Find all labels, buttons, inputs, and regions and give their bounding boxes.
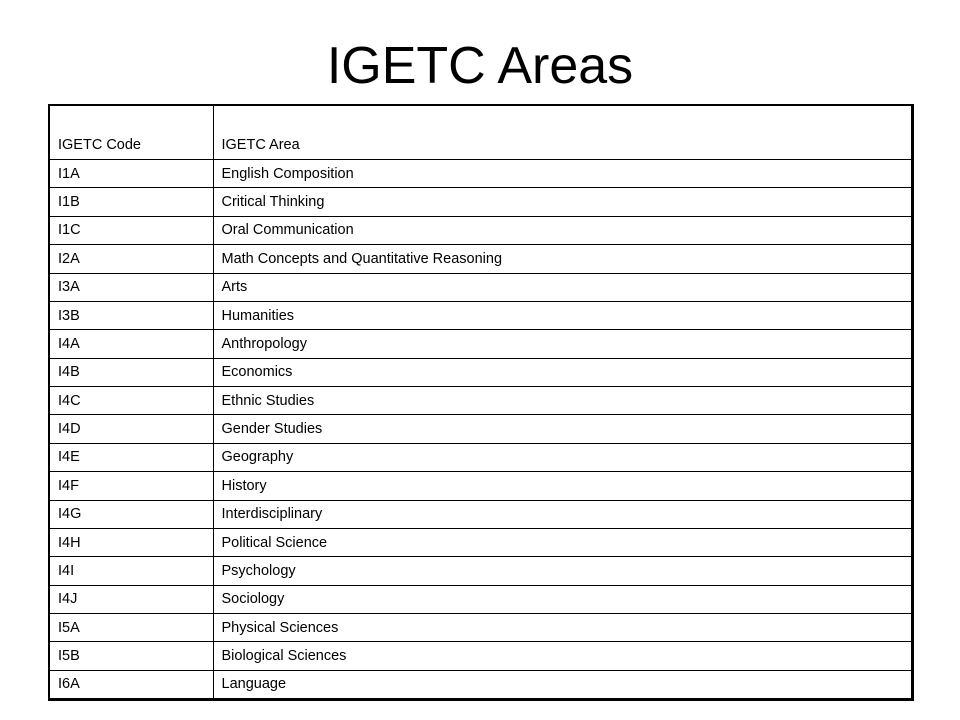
igetc-code-cell: I3A [50, 273, 213, 301]
table-row [50, 614, 911, 642]
table-row [50, 330, 911, 358]
igetc-area-cell: Geography [213, 443, 911, 471]
table-row [50, 500, 911, 528]
igetc-area-cell: History [213, 472, 911, 500]
table-row [50, 358, 911, 386]
igetc-area-cell: Oral Communication [213, 216, 911, 244]
igetc-areas-table-frame [48, 104, 914, 701]
igetc-code-cell: I4D [50, 415, 213, 443]
table-row [50, 301, 911, 329]
igetc-area-cell: Interdisciplinary [213, 500, 911, 528]
table-body [50, 106, 911, 698]
table-row [50, 216, 911, 244]
igetc-code-cell: I1A [50, 160, 213, 188]
igetc-code-cell: I6A [50, 670, 213, 698]
table-row [50, 415, 911, 443]
igetc-area-cell: Math Concepts and Quantitative Reasoning [213, 245, 911, 273]
table-row [50, 557, 911, 585]
table-row [50, 642, 911, 670]
igetc-code-cell: I4J [50, 585, 213, 613]
igetc-area-cell: Critical Thinking [213, 188, 911, 216]
igetc-code-cell: I1C [50, 216, 213, 244]
table-header-row [50, 106, 911, 160]
igetc-area-cell: Anthropology [213, 330, 911, 358]
table-row [50, 443, 911, 471]
igetc-code-cell: I4E [50, 443, 213, 471]
igetc-code-cell: I4I [50, 557, 213, 585]
igetc-code-cell: I4C [50, 387, 213, 415]
igetc-area-cell: Economics [213, 358, 911, 386]
igetc-code-cell: I5A [50, 614, 213, 642]
igetc-code-cell: I3B [50, 301, 213, 329]
igetc-code-cell: I1B [50, 188, 213, 216]
igetc-area-cell: Sociology [213, 585, 911, 613]
igetc-area-cell: English Composition [213, 160, 911, 188]
table-row [50, 585, 911, 613]
table-row [50, 472, 911, 500]
igetc-code-cell: I4G [50, 500, 213, 528]
igetc-code-cell: I4H [50, 528, 213, 556]
igetc-code-cell: I5B [50, 642, 213, 670]
igetc-area-cell: Arts [213, 273, 911, 301]
igetc-code-cell: I4A [50, 330, 213, 358]
igetc-area-cell: Political Science [213, 528, 911, 556]
igetc-area-cell: Gender Studies [213, 415, 911, 443]
igetc-code-cell: I4B [50, 358, 213, 386]
igetc-area-cell: Biological Sciences [213, 642, 911, 670]
igetc-area-cell: Psychology [213, 557, 911, 585]
igetc-code-cell: I2A [50, 245, 213, 273]
table-row [50, 273, 911, 301]
page-title: IGETC Areas [326, 37, 634, 95]
column-header-area: IGETC Area [213, 106, 911, 160]
table-row [50, 670, 911, 698]
column-header-code: IGETC Code [50, 106, 213, 160]
igetc-code-cell: I4F [50, 472, 213, 500]
igetc-area-cell: Physical Sciences [213, 614, 911, 642]
igetc-areas-table [50, 106, 911, 698]
table-row [50, 245, 911, 273]
igetc-area-cell: Humanities [213, 301, 911, 329]
table-row [50, 160, 911, 188]
table-row [50, 528, 911, 556]
table-row [50, 188, 911, 216]
table-row [50, 387, 911, 415]
igetc-area-cell: Language [221, 676, 287, 693]
igetc-area-cell: Ethnic Studies [213, 387, 911, 415]
